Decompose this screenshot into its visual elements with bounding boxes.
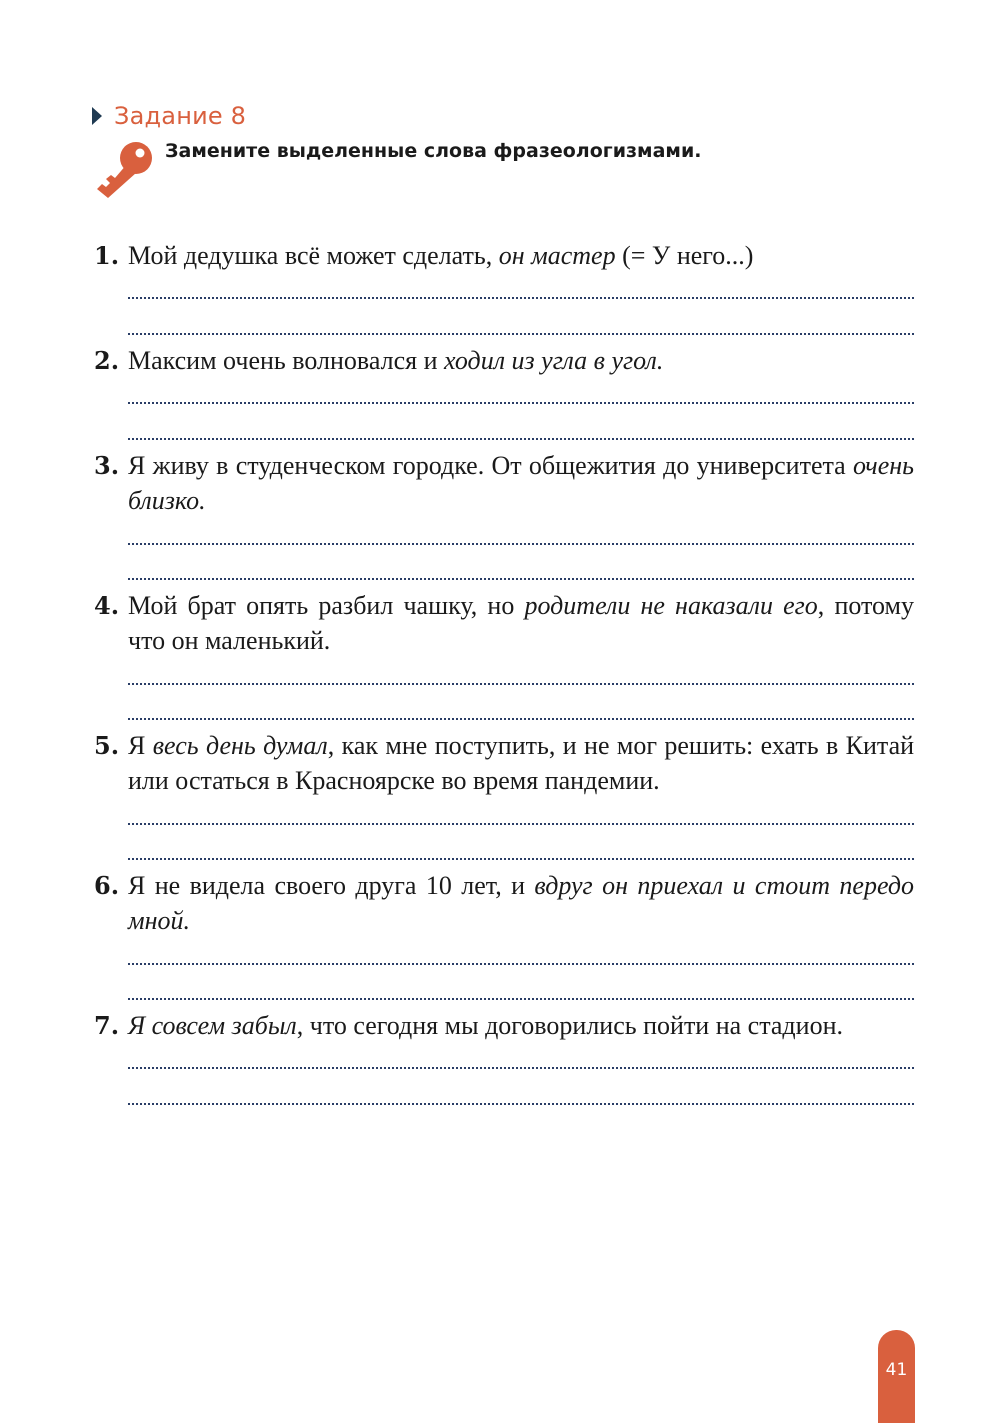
highlighted-phrase: Я совсем забыл [128,1011,297,1040]
exercise-text-part: , что сегодня мы договорились пойти на стадион. [296,1011,843,1040]
answer-line[interactable] [128,402,914,404]
key-icon [94,140,154,198]
exercise-number: 1. [94,241,120,270]
exercise-4 [94,588,916,658]
exercise-7 [94,1008,916,1043]
answer-line[interactable] [128,543,914,545]
exercise-text-part: Я живу в студенческом городке. От общежития до университета [128,451,853,480]
exercise-1 [94,238,916,273]
instruction: Замените выделенные слова фразеологизмами. [165,140,702,162]
exercise-text [128,868,914,938]
exercise-text-part: (= У него...) [615,241,754,270]
task-title: Задание 8 [114,102,247,130]
exercise-text [128,238,914,273]
exercise-number: 7. [94,1011,120,1040]
exercise-text [128,728,914,798]
exercise-number: 2. [94,346,120,375]
answer-line[interactable] [128,333,914,335]
highlighted-phrase: весь день думал [152,731,328,760]
highlighted-phrase: родители не наказали его [524,591,818,620]
answer-line[interactable] [128,858,914,860]
triangle-arrow-icon [92,107,102,125]
exercise-text-part: Мой дедушка всё может сделать, [128,241,499,270]
page-number-tab [878,1330,915,1423]
exercise-5 [94,728,916,798]
exercise-text-part: Я [128,731,153,760]
highlighted-phrase: вдруг он приехал и стоит передо мной. [128,871,914,935]
answer-line[interactable] [128,578,914,580]
exercise-text-part: , потому что он маленький. [128,591,914,655]
answer-line[interactable] [128,1103,914,1105]
answer-line[interactable] [128,998,914,1000]
exercise-3 [94,448,916,518]
answer-line[interactable] [128,438,914,440]
exercise-text-part: , как мне поступить, и не мог решить: ехать в Китай или остаться в Красноярске во время пандемии. [128,731,915,795]
answer-line[interactable] [128,683,914,685]
highlighted-phrase: ходил из угла в угол. [444,346,664,375]
answer-line[interactable] [128,1067,914,1069]
answer-line[interactable] [128,823,914,825]
exercise-text [128,448,914,518]
exercise-text-part: Максим очень волновался и [128,346,444,375]
answer-line[interactable] [128,963,914,965]
exercise-text-part: Я не видела своего друга 10 лет, и [128,871,535,900]
task-header [92,100,246,132]
highlighted-phrase: он мастер [498,241,616,270]
exercise-number: 4. [94,591,120,620]
exercise-2 [94,343,916,378]
highlighted-phrase: очень близко. [128,451,914,515]
exercise-text [128,343,914,378]
exercise-text [128,588,914,658]
exercise-text-part: Мой брат опять разбил чашку, но [128,591,525,620]
exercise-number: 5. [94,731,120,760]
exercise-number: 3. [94,451,120,480]
answer-line[interactable] [128,297,914,299]
exercise-number: 6. [94,871,120,900]
exercise-text [128,1008,914,1043]
page-number: 41 [885,1360,908,1380]
answer-line[interactable] [128,718,914,720]
exercise-6 [94,868,916,938]
